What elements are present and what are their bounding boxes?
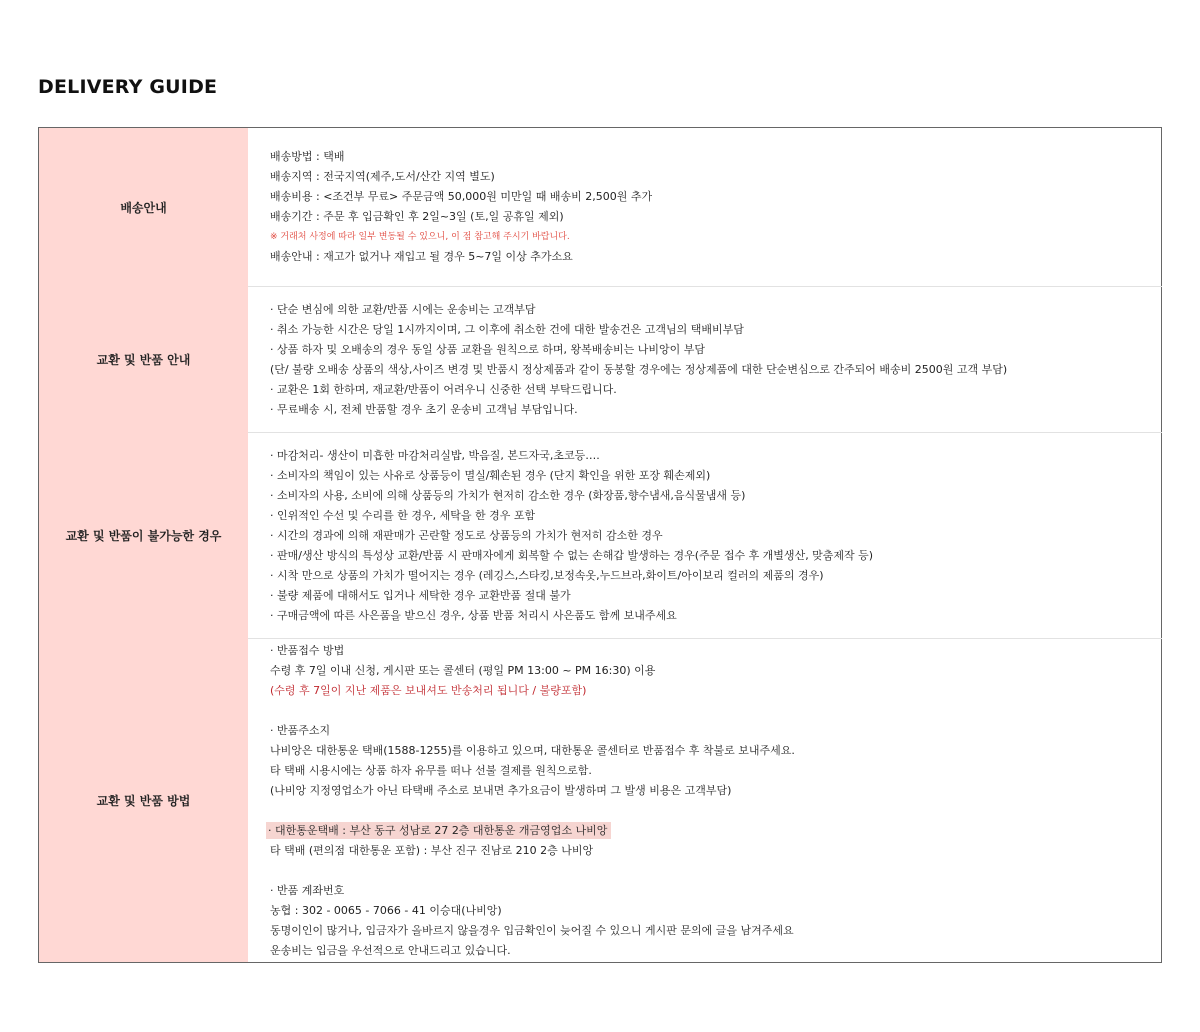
section-body [248, 287, 1162, 433]
section-exchange-info [39, 287, 1162, 433]
spacer [270, 701, 1161, 721]
text-line: 운송비는 입금을 우선적으로 안내드리고 있습니다. [270, 943, 511, 957]
text-line: 수령 후 7일 이내 신청, 게시판 또는 콜센터 (평일 PM 13:00 ~ PM 16:30) 이용 [270, 663, 656, 677]
text-line: (단/ 불량 오배송 상품의 색상,사이즈 변경 및 반품시 정상제품과 같이 동봉할 경우에는 정상제품에 대한 단순변심으로 간주되어 배송비 2500원 고객 부담) [270, 362, 1008, 376]
warning-line: (수령 후 7일이 지난 제품은 보내셔도 반송처리 됩니다 / 불량포함) [270, 683, 587, 697]
page-title: DELIVERY GUIDE [38, 76, 218, 98]
section-heading: 교환 및 반품 방법 [39, 639, 249, 963]
text-line: · 불량 제품에 대해서도 입거나 세탁한 경우 교환반품 절대 불가 [270, 588, 571, 602]
text-line: · 무료배송 시, 전체 반품할 경우 초기 운송비 고객님 부담입니다. [270, 402, 578, 416]
text-line: 배송지역 : 전국지역(제주,도서/산간 지역 별도) [270, 170, 495, 183]
text-line: 배송기간 : 주문 후 입금확인 후 2일~3일 (토,일 공휴일 제외) [270, 210, 564, 223]
text-line: 배송안내 : 재고가 없거나 재입고 될 경우 5~7일 이상 추가소요 [270, 250, 573, 263]
text-line: · 소비자의 책임이 있는 사유로 상품등이 멸실/훼손된 경우 (단지 확인을 위한 포장 훼손제외) [270, 468, 711, 482]
text-line: 배송비용 : <조건부 무료> 주문금액 50,000원 미만일 때 배송비 2,500원 추가 [270, 190, 653, 203]
text-line: · 단순 변심에 의한 교환/반품 시에는 운송비는 고객부담 [270, 302, 536, 316]
text-line: · 마감처리- 생산이 미흡한 마감처리실밥, 박음질, 본드자국,초코등…. [270, 448, 600, 462]
notice-line: ※ 거래처 사정에 따라 일부 변동될 수 있으니, 이 점 참고해 주시기 바랍니다. [270, 232, 570, 242]
text-line: · 취소 가능한 시간은 당일 1시까지이며, 그 이후에 취소한 건에 대한 발송건은 고객님의 택배비부담 [270, 322, 744, 336]
text-line: 동명이인이 많거나, 입금자가 올바르지 않을경우 입금확인이 늦어질 수 있으니 게시판 문의에 글을 남겨주세요 [270, 923, 794, 937]
section-body [248, 639, 1162, 963]
text-line: 타 택배 (편의점 대한통운 포함) : 부산 진구 진남로 210 2층 나비앙 [270, 843, 594, 857]
text-line: · 반품 계좌번호 [270, 883, 345, 897]
text-line: 농협 : 302 - 0065 - 7066 - 41 이승대(나비앙) [270, 903, 502, 917]
section-exchange-method [39, 639, 1162, 963]
text-line: · 인위적인 수선 및 수리를 한 경우, 세탁을 한 경우 포함 [270, 508, 536, 522]
section-heading: 교환 및 반품이 불가능한 경우 [39, 433, 249, 639]
text-line: (나비앙 지정영업소가 아닌 타택배 주소로 보내면 추가요금이 발생하며 그 발생 비용은 고객부담) [270, 783, 732, 797]
text-line: · 시착 만으로 상품의 가치가 떨어지는 경우 (레깅스,스타킹,보정속옷,누드브라,화이트/아이보리 컬러의 제품의 경우) [270, 568, 824, 582]
spacer [270, 861, 1161, 881]
delivery-guide-table [38, 127, 1162, 963]
text-line: 배송방법 : 택배 [270, 150, 345, 163]
text-line: · 구매금액에 따른 사은품을 받으신 경우, 상품 반품 처리시 사은품도 함께 보내주세요 [270, 608, 677, 622]
spacer [270, 801, 1161, 821]
section-body [248, 433, 1162, 639]
text-line: · 반품접수 방법 [270, 643, 345, 657]
text-line: 나비앙은 대한통운 택배(1588-1255)를 이용하고 있으며, 대한통운 콜센터로 반품접수 후 착불로 보내주세요. [270, 743, 795, 757]
section-shipping [39, 128, 1162, 287]
section-heading: 배송안내 [39, 128, 249, 287]
section-exchange-unavailable [39, 433, 1162, 639]
text-line: · 반품주소지 [270, 723, 331, 737]
text-line: 타 택배 시용시에는 상품 하자 유무를 떠나 선불 결제를 원칙으로함. [270, 763, 592, 777]
text-line: · 상품 하자 및 오배송의 경우 동일 상품 교환을 원칙으로 하며, 왕복배송비는 나비앙이 부담 [270, 342, 705, 356]
text-line: · 소비자의 사용, 소비에 의해 상품등의 가치가 현저히 감소한 경우 (화장품,향수냄새,음식물냄새 등) [270, 488, 746, 502]
highlight-line [270, 821, 1161, 841]
text-line: · 시간의 경과에 의해 재판매가 곤란할 정도로 상품등의 가치가 현저히 감소한 경우 [270, 528, 663, 542]
section-body [248, 128, 1162, 287]
highlighted-address: · 대한통운택배 : 부산 동구 성남로 27 2층 대한통운 개금영업소 나비앙 [266, 822, 611, 839]
section-heading: 교환 및 반품 안내 [39, 287, 249, 433]
text-line: · 판매/생산 방식의 특성상 교환/반품 시 판매자에게 회복할 수 없는 손해갑 발생하는 경우(주문 접수 후 개별생산, 맞춤제작 등) [270, 548, 874, 562]
text-line: · 교환은 1회 한하며, 재교환/반품이 어려우니 신중한 선택 부탁드립니다. [270, 382, 617, 396]
